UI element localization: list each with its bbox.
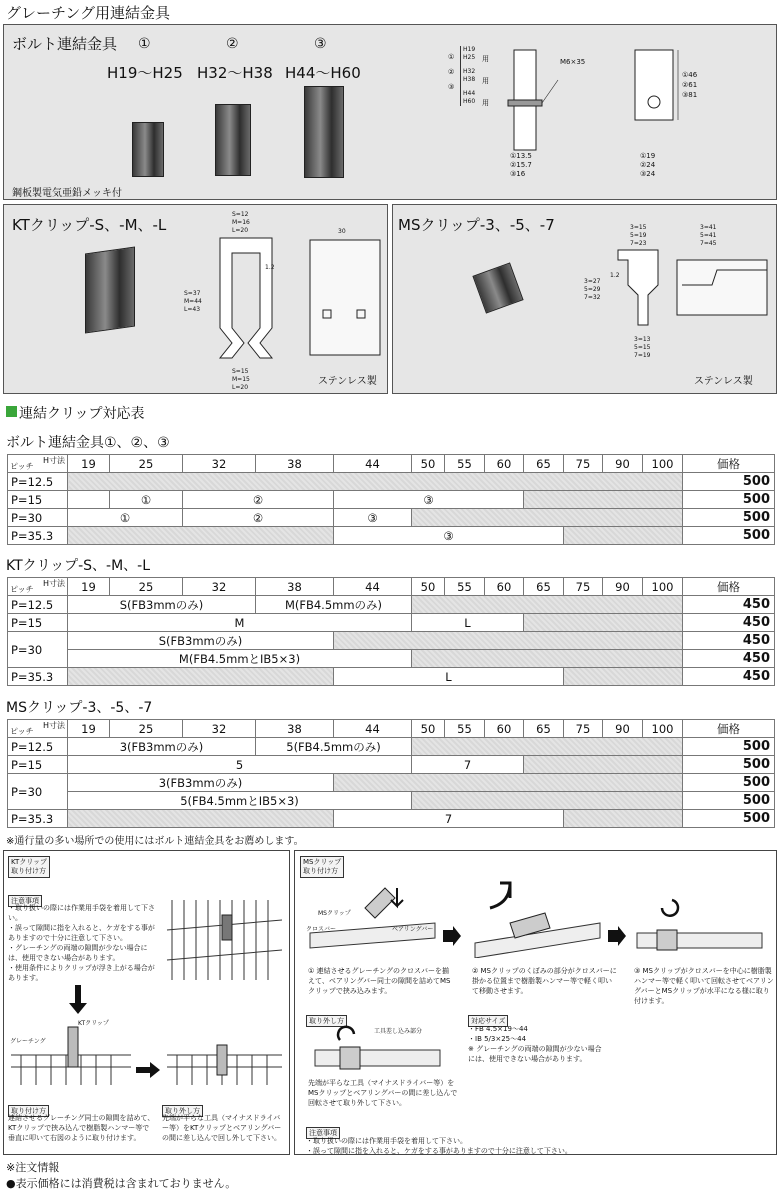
kt-top-dim: S=12	[232, 211, 249, 218]
ms-install-tag: MSクリップ 取り付け方	[300, 856, 344, 878]
table2-title: KTクリップ-S、-M、-L	[6, 558, 151, 574]
grating-label: グレーチング	[10, 1038, 46, 1045]
bolt-price-table: H寸法 ピッチ 19 25 32 38 44 50 55 60 65 75 90 100 価格 P=12.5 500 P=15 ① ② ③ 500 P=30 ① ② ③ 500 P=35.3 ③ 500	[7, 454, 775, 545]
bolt-bracket-image-3	[304, 86, 344, 178]
ms-step3-illustration	[632, 878, 772, 958]
model-range-2: H32～H38	[197, 64, 273, 82]
kt-clip-image	[85, 246, 135, 333]
down-arrow-icon	[68, 985, 88, 1015]
bolt-bracket-image-1	[132, 122, 164, 177]
model-range-1: H19～H25	[107, 64, 183, 82]
bolt-heading: ボルト連結金具	[12, 35, 118, 53]
table-row: M(FB4.5mmとIB5×3) 450	[8, 650, 775, 668]
kt-label: KTクリップ	[78, 1020, 109, 1027]
model-num-1: ①	[138, 36, 151, 52]
kt-remove-text: 先端が平らな工具（マイナスドライバー等）をKTクリップとベアリングバーの間に差し込んで回し外して下さい。	[162, 1114, 282, 1142]
kt-material: ステンレス製	[318, 376, 377, 387]
order-info-title: ※注文情報	[6, 1161, 60, 1174]
right-arrow-icon	[608, 926, 626, 946]
recommend-note: ※通行量の多い場所での使用にはボルト連結金具をお薦めします。	[6, 836, 304, 847]
ms-caution-heading: 注意事項	[306, 1127, 340, 1139]
kt-mount-heading: 取り付け方	[8, 1105, 49, 1117]
model-num-3: ③	[314, 36, 327, 52]
right-arrow-icon	[443, 926, 461, 946]
model-range-3: H44～H60	[285, 64, 361, 82]
ms-step1-illustration	[305, 878, 445, 958]
kt-width: 30	[338, 228, 346, 235]
table-row: P=12.5 500	[8, 473, 775, 491]
table-row: P=30 3(FB3mmのみ) 500	[8, 774, 775, 792]
bolt-bracket-image-2	[215, 104, 251, 176]
table-row: P=35.3 7 500	[8, 810, 775, 828]
ms-size-note: ※ グレーチングの両端の隙間が少ない場合には、使用できない場合があります。	[468, 1045, 602, 1063]
ms-step1-text: ① 連結させるグレーチングのクロスバーを揃えて、ベアリングバー同士の隙間を詰めてMSクリップで挟み込みます。	[308, 967, 451, 995]
bolt-diagram: ① ② ③ H19 H25 H32 H38 H44 H60 用 用 用 M6×35 ①13.5 ②15.7 ③16 ①46 ②61 ③81 ①19 ②24 ③24	[448, 46, 698, 178]
table3-title: MSクリップ-3、-5、-7	[6, 700, 153, 716]
crossbar-label: クロスバー	[306, 926, 337, 933]
ms-label: MSクリップ	[318, 910, 351, 917]
kt-price-table: H寸法 ピッチ 19 25 32 38 44 50 55 60 65 75 90 100 価格 P=12.5 S(FB3mmのみ) M(FB4.5mmのみ) 450 P=15 M L 450 P=30 S(FB3mmのみ) 450 M(FB4.5mmとIB5×3) 450 P=35.3 L 450	[7, 577, 775, 686]
table-row: P=30 S(FB3mmのみ) 450	[8, 632, 775, 650]
model-num-2: ②	[226, 36, 239, 52]
table-row: P=35.3 L 450	[8, 668, 775, 686]
ms-step2-illustration	[470, 878, 610, 958]
table-row: 5(FB4.5mmとIB5×3) 500	[8, 792, 775, 810]
material-note: 鋼板製電気亜鉛メッキ付	[12, 188, 122, 199]
table-row: P=15 5 7 500	[8, 756, 775, 774]
ms-size-heading: 対応サイズ	[468, 1015, 508, 1027]
bearingbar-label: ベアリングバー	[392, 926, 434, 933]
ms-heading: MSクリップ-3、-5、-7	[398, 216, 555, 234]
ms-remove-heading: 取り外し方	[306, 1015, 347, 1027]
ms-size-fb: ・FB 4.5×19～44	[468, 1025, 528, 1033]
kt-installed-illustration	[162, 1015, 287, 1090]
table1-title: ボルト連結金具①、②、③	[6, 435, 170, 451]
kt-grating-illustration	[162, 890, 287, 985]
kt-caution-heading: 注意事項	[8, 895, 42, 907]
kt-mount-text: 連結させるグレーチング同士の隙間を詰めて、KTクリップで挟み込んで樹脂製ハンマー等で垂直に叩いて右図のように取り付けます。	[8, 1114, 155, 1142]
ms-side-view	[672, 255, 772, 325]
tool-slot-label: 工具差し込み部分	[374, 1028, 423, 1035]
table-row: P=30 ① ② ③ 500	[8, 509, 775, 527]
ms-price-table: H寸法 ピッチ 19 25 32 38 44 50 55 60 65 75 90 100 価格 P=12.5 3(FB3mmのみ) 5(FB4.5mmのみ) 500 P=15 5 7 500 P=30 3(FB3mmのみ) 500 5(FB4.5mmとIB5×3) 500 P=35.3 7 500	[7, 719, 775, 828]
table-row: P=12.5 3(FB3mmのみ) 5(FB4.5mmのみ) 500	[8, 738, 775, 756]
page-title: グレーチング用連結金具	[6, 4, 170, 22]
ms-step3-text: ③ MSクリップがクロスバーを中心に樹脂製ハンマー等で軽く叩いて回転させてベアリングバーとMSクリップが水平になる様に取り付けます。	[634, 967, 774, 1005]
ms-step2-text: ② MSクリップのくぼみの部分がクロスバーに掛かる位置まで樹脂製ハンマー等で軽く叩いて移動させます。	[472, 967, 617, 995]
kt-heading: KTクリップ-S、-M、-L	[12, 216, 167, 234]
section-marker	[6, 406, 17, 417]
ms-size-ib: ・IB 5/3×25～44	[468, 1035, 527, 1043]
table-row: P=15 M L 450	[8, 614, 775, 632]
kt-remove-heading: 取り外し方	[162, 1105, 203, 1117]
kt-thickness: 1.2	[265, 264, 275, 271]
table-row: P=15 ① ② ③ 500	[8, 491, 775, 509]
kt-install-tag: KTクリップ 取り付け方	[8, 856, 50, 878]
table-row: P=35.3 ③ 500	[8, 527, 775, 545]
table-section-title: 連結クリップ対応表	[19, 406, 145, 422]
kt-front-view	[305, 235, 385, 365]
kt-install-illustration	[6, 1015, 136, 1090]
ms-remove-text: 先端が平らな工具（マイナスドライバー等）をMSクリップとベアリングバーの間に差し込んで回転させて取り外して下さい。	[308, 1079, 458, 1107]
tax-note: ●表示価格には消費税は含まれておりません。	[6, 1177, 237, 1190]
right-arrow-icon	[136, 1062, 161, 1078]
table-row: P=12.5 S(FB3mmのみ) M(FB4.5mmのみ) 450	[8, 596, 775, 614]
